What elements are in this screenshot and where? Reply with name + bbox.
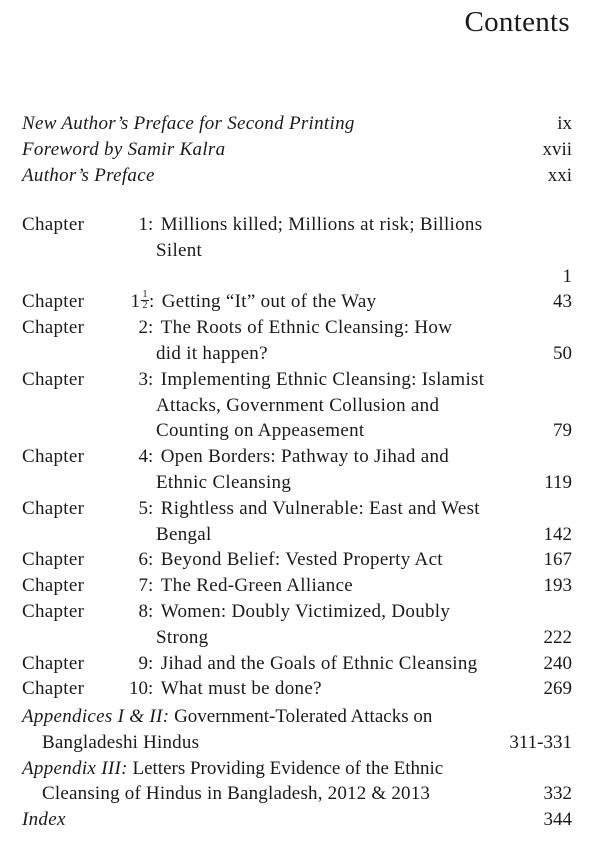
chapter-title: Jihad and the Goals of Ethnic Cleansing <box>160 652 478 674</box>
chapter-entry[interactable]: Chapter 6: Beyond Belief: Vested Property Act 167 <box>22 547 572 573</box>
chapter-title-cont: Counting on Appeasement <box>156 420 365 442</box>
chapter-number: 1 <box>138 214 148 235</box>
chapter-entry[interactable]: Chapter 8: Women: Doubly Victimized, Doubly Strong 222 <box>22 599 572 651</box>
chapter-entry[interactable]: Chapter 5: Rightless and Vulnerable: East and West Bengal 142 <box>22 496 572 548</box>
chapter-title: The Roots of Ethnic Cleansing: How <box>160 317 453 339</box>
chapter-entry[interactable]: Chapter 10: What must be done? 269 <box>22 676 572 702</box>
toc-entry[interactable] <box>22 137 572 163</box>
chapter-entry[interactable]: Chapter 2: The Roots of Ethnic Cleansing: How did it happen? 50 <box>22 315 572 367</box>
chapter-title-cont: did it happen? <box>156 342 268 364</box>
chapter-title: Getting “It” out of the Way <box>161 291 377 313</box>
back-matter-list <box>22 704 572 833</box>
chapter-number: 2 <box>138 317 148 339</box>
chapter-title: Implementing Ethnic Cleansing: Islamist <box>160 368 485 390</box>
page-number: 344 <box>543 809 572 831</box>
page-number: ix <box>557 113 572 134</box>
toc-entry[interactable] <box>22 163 572 189</box>
entry-title-cont: Bangladeshi Hindus <box>42 731 200 753</box>
chapter-title: Women: Doubly Victimized, Doubly <box>160 600 451 622</box>
toc-entry[interactable] <box>22 704 572 756</box>
toc-entry[interactable] <box>22 756 572 808</box>
page-number: 50 <box>553 342 572 364</box>
chapter-title: Open Borders: Pathway to Jihad and <box>160 446 450 468</box>
chapter-label: Chapter <box>22 291 85 313</box>
chapter-title: The Red-Green Alliance <box>160 575 354 597</box>
chapter-entry[interactable]: Chapter 7: The Red-Green Alliance 193 <box>22 573 572 599</box>
entry-label: Appendix III: <box>22 757 128 779</box>
chapter-number: 6 <box>138 549 148 571</box>
chapter-number: 8 <box>138 600 148 622</box>
entry-title-cont: Cleansing of Hindus in Bangladesh, 2012 & 2013 <box>42 783 431 805</box>
entry-label: Appendices I & II: <box>22 706 170 727</box>
page-number: 43 <box>553 291 572 313</box>
chapter-title: Beyond Belief: Vested Property Act <box>160 549 443 571</box>
page-number: 142 <box>543 523 572 545</box>
page-number: xxi <box>547 164 572 186</box>
entry-title: Foreword by Samir Kalra <box>22 138 226 160</box>
chapter-number: 7 <box>138 575 148 597</box>
chapter-number: 10 <box>129 678 148 700</box>
entry-title: Letters Providing Evidence of the Ethnic <box>132 757 444 779</box>
chapter-number: 3 <box>138 368 148 390</box>
page-number: 167 <box>543 549 572 571</box>
chapter-title-cont: Ethnic Cleansing <box>156 471 292 493</box>
chapter-label: Chapter <box>22 575 85 597</box>
chapter-title-cont: Attacks, Government Collusion and <box>156 394 440 416</box>
chapter-title-cont: Bengal <box>156 523 212 545</box>
page-number: 119 <box>544 471 572 493</box>
chapter-list <box>22 212 572 702</box>
chapter-label: Chapter <box>22 446 85 468</box>
toc-entry[interactable] <box>22 111 572 137</box>
chapter-label: Chapter <box>22 600 85 622</box>
chapter-label: Chapter <box>22 214 85 235</box>
chapter-label: Chapter <box>22 368 85 390</box>
chapter-title: Rightless and Vulnerable: East and West <box>160 497 480 519</box>
entry-title: Index <box>22 809 66 831</box>
page-number: 79 <box>553 420 572 442</box>
chapter-entry[interactable]: Chapter 3: Implementing Ethnic Cleansing: Islamist Attacks, Government Collusion and Counting on Appeasement 79 <box>22 367 572 444</box>
chapter-title-cont: Silent <box>156 239 203 261</box>
chapter-label: Chapter <box>22 678 85 700</box>
entry-title: Author’s Preface <box>22 164 155 186</box>
chapter-entry[interactable]: Chapter 1 $\frac{1}{2}$ : Getting “It” out of the Way 43 <box>22 289 572 315</box>
front-matter-list <box>22 111 572 188</box>
chapter-label: Chapter <box>22 549 85 571</box>
chapter-label: Chapter <box>22 652 85 674</box>
entry-title: New Author’s Preface for Second Printing <box>22 113 355 134</box>
chapter-number: 5 <box>138 497 148 519</box>
chapter-entry[interactable]: Chapter 1: Millions killed; Millions at risk; Billions Silent 1 <box>22 212 572 289</box>
chapter-number: 4 <box>138 446 148 468</box>
page-number: 269 <box>543 678 572 700</box>
chapter-title: Millions killed; Millions at risk; Billions <box>160 214 483 235</box>
chapter-entry[interactable]: Chapter 9: Jihad and the Goals of Ethnic Cleansing 240 <box>22 651 572 677</box>
toc-entry[interactable] <box>22 807 572 833</box>
page-number: 1 <box>562 265 572 287</box>
page-number: 311-331 <box>509 731 572 753</box>
chapter-label: Chapter <box>22 497 85 519</box>
chapter-title: What must be done? <box>160 678 322 700</box>
chapter-entry[interactable]: Chapter 4: Open Borders: Pathway to Jihad and Ethnic Cleansing 119 <box>22 444 572 496</box>
chapter-number-fraction: $\frac{1}{2}$ <box>142 288 148 311</box>
page-number: 240 <box>543 652 572 674</box>
chapter-label: Chapter <box>22 317 85 339</box>
chapter-title-cont: Strong <box>156 626 209 648</box>
chapter-number: 9 <box>138 652 148 674</box>
page-number: 332 <box>543 783 572 805</box>
entry-title: Government-Tolerated Attacks on <box>174 706 433 727</box>
page-number: xvii <box>542 138 572 160</box>
chapter-number: 1 <box>130 291 140 313</box>
page-number: 222 <box>543 626 572 648</box>
page-title: Contents <box>464 6 570 38</box>
page-number: 193 <box>543 575 572 597</box>
